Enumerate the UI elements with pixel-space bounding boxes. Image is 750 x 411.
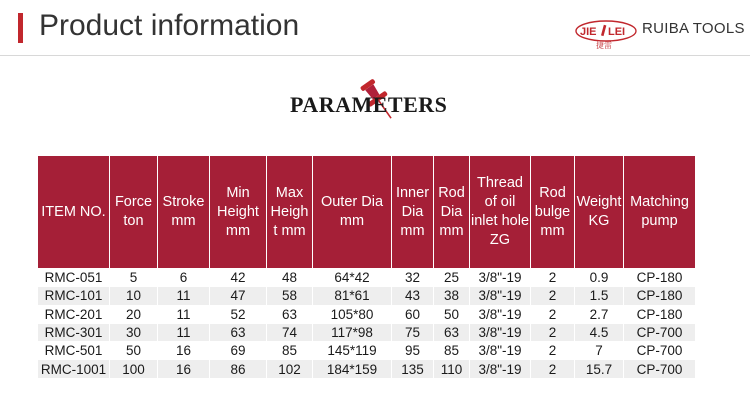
table-cell: 60	[392, 305, 434, 323]
table-cell: CP-700	[624, 323, 696, 341]
logo-text-right: LEI	[608, 26, 626, 38]
table-cell: 3/8"-19	[470, 342, 531, 360]
table-cell: 63	[210, 323, 267, 341]
table-cell: 20	[110, 305, 158, 323]
table-cell: 85	[267, 342, 313, 360]
table-cell: 3/8"-19	[470, 323, 531, 341]
table-cell: 16	[158, 342, 210, 360]
table-cell: 2	[531, 305, 575, 323]
table-cell: 2	[531, 269, 575, 287]
table-cell: 52	[210, 305, 267, 323]
column-header: Inner Dia mm	[392, 156, 434, 269]
table-cell: 64*42	[313, 269, 392, 287]
item-number-cell: RMC-201	[38, 305, 110, 323]
table-cell: 2	[531, 323, 575, 341]
page-title: Product information	[39, 9, 300, 42]
logo-text-left: JIE	[580, 26, 597, 38]
table-cell: 11	[158, 305, 210, 323]
table-cell: 3/8"-19	[470, 305, 531, 323]
table-cell: 50	[110, 342, 158, 360]
table-cell: 95	[392, 342, 434, 360]
item-number-cell: RMC-301	[38, 323, 110, 341]
table-cell: 4.5	[575, 323, 624, 341]
column-header: Max Heigh t mm	[267, 156, 313, 269]
logo-subtext: 捷雷	[596, 41, 612, 50]
table-cell: 1.5	[575, 287, 624, 305]
table-row	[38, 342, 696, 360]
table-cell: 7	[575, 342, 624, 360]
column-header: Thread of oil inlet hole ZG	[470, 156, 531, 269]
item-number-cell: RMC-501	[38, 342, 110, 360]
table-cell: 110	[434, 360, 470, 378]
table-cell: 10	[110, 287, 158, 305]
table-cell: 0.9	[575, 269, 624, 287]
table-cell: 85	[434, 342, 470, 360]
column-header: Outer Dia mm	[313, 156, 392, 269]
table-row	[38, 305, 696, 323]
table-cell: 6	[158, 269, 210, 287]
table-cell: 75	[392, 323, 434, 341]
table-cell: 16	[158, 360, 210, 378]
table-cell: 135	[392, 360, 434, 378]
table-cell: 15.7	[575, 360, 624, 378]
column-header: Matching pump	[624, 156, 696, 269]
column-header: Weight KG	[575, 156, 624, 269]
page-header	[0, 0, 750, 56]
table-cell: 117*98	[313, 323, 392, 341]
table-cell: 74	[267, 323, 313, 341]
table-cell: 25	[434, 269, 470, 287]
item-number-cell: RMC-101	[38, 287, 110, 305]
table-cell: CP-700	[624, 342, 696, 360]
jielei-logo	[574, 18, 638, 50]
table-cell: 43	[392, 287, 434, 305]
table-cell: 30	[110, 323, 158, 341]
parameters-heading: PARAMETERS	[290, 92, 448, 117]
header-divider	[0, 55, 750, 56]
table-cell: CP-180	[624, 287, 696, 305]
table-cell: 63	[434, 323, 470, 341]
column-header: Rod Dia mm	[434, 156, 470, 269]
table-cell: 2.7	[575, 305, 624, 323]
table-cell: 5	[110, 269, 158, 287]
table-row	[38, 360, 696, 378]
table-cell: CP-180	[624, 305, 696, 323]
table-cell: 3/8"-19	[470, 269, 531, 287]
table-cell: 2	[531, 360, 575, 378]
table-cell: 48	[267, 269, 313, 287]
table-cell: 184*159	[313, 360, 392, 378]
table-cell: 42	[210, 269, 267, 287]
table-header-row	[38, 156, 696, 269]
table-cell: 100	[110, 360, 158, 378]
column-header: ITEM NO.	[38, 156, 110, 269]
table-cell: 105*80	[313, 305, 392, 323]
column-header: Rod bulge mm	[531, 156, 575, 269]
table-cell: 102	[267, 360, 313, 378]
table-cell: 145*119	[313, 342, 392, 360]
table-cell: 47	[210, 287, 267, 305]
accent-bar	[18, 13, 23, 43]
table-cell: 86	[210, 360, 267, 378]
table-row	[38, 269, 696, 287]
table-row	[38, 287, 696, 305]
table-cell: 58	[267, 287, 313, 305]
table-cell: CP-180	[624, 269, 696, 287]
column-header: Force ton	[110, 156, 158, 269]
column-header: Min Height mm	[210, 156, 267, 269]
table-cell: 3/8"-19	[470, 360, 531, 378]
table-cell: 81*61	[313, 287, 392, 305]
table-cell: 63	[267, 305, 313, 323]
parameters-table	[37, 155, 696, 379]
column-header: Stroke mm	[158, 156, 210, 269]
brand-name: RUIBA TOOLS	[642, 20, 745, 37]
table-row	[38, 323, 696, 341]
table-cell: 11	[158, 287, 210, 305]
table-cell: CP-700	[624, 360, 696, 378]
table-cell: 50	[434, 305, 470, 323]
table-cell: 2	[531, 342, 575, 360]
table-cell: 2	[531, 287, 575, 305]
table-cell: 11	[158, 323, 210, 341]
table-cell: 3/8"-19	[470, 287, 531, 305]
table-cell: 32	[392, 269, 434, 287]
table-cell: 38	[434, 287, 470, 305]
item-number-cell: RMC-1001	[38, 360, 110, 378]
item-number-cell: RMC-051	[38, 269, 110, 287]
table-cell: 69	[210, 342, 267, 360]
